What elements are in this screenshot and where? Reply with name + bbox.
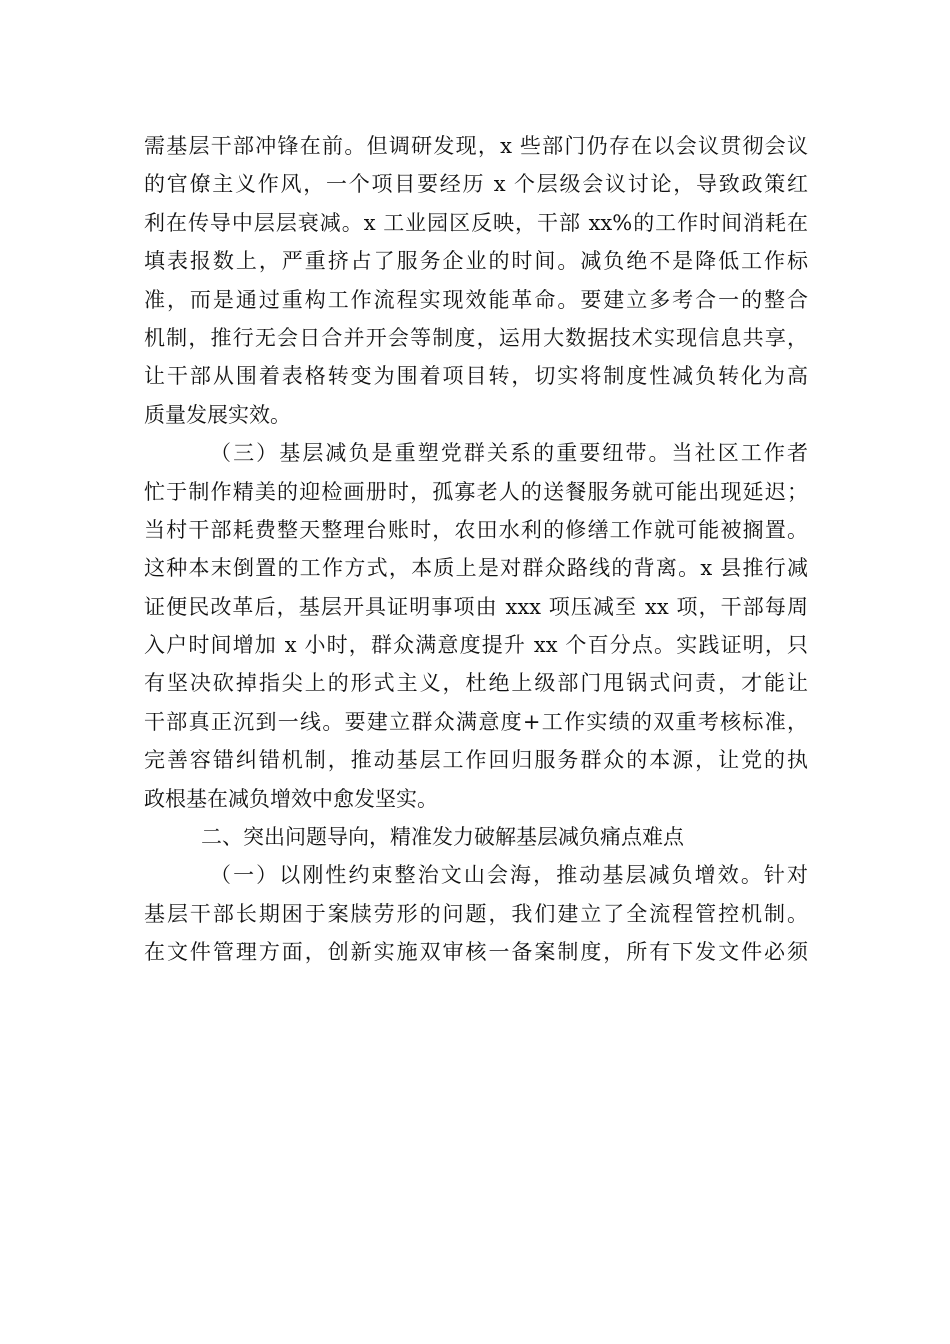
body-line: 这种本末倒置的工作方式，本质上是对群众路线的背离。x 县推行减	[144, 556, 808, 581]
body-line: 有坚决砍掉指尖上的形式主义，杜绝上级部门甩锅式问责，才能让	[144, 671, 808, 696]
body-line: 的官僚主义作风，一个项目要经历 x 个层级会议讨论，导致政策红	[144, 172, 808, 197]
paragraph-start-line: （一）以刚性约束整治文山会海，推动基层减负增效。针对	[210, 863, 808, 888]
body-line: 忙于制作精美的迎检画册时，孤寡老人的送餐服务就可能出现延迟；	[144, 479, 808, 504]
body-line: 填表报数上，严重挤占了服务企业的时间。减负绝不是降低工作标	[144, 249, 808, 274]
paragraph-start-line: （三）基层减负是重塑党群关系的重要纽带。当社区工作者	[210, 441, 808, 466]
body-line: 证便民改革后，基层开具证明事项由 xxx 项压减至 xx 项，干部每周	[144, 594, 808, 619]
section-heading: 二、突出问题导向，精准发力破解基层减负痛点难点	[201, 825, 684, 850]
body-line: 完善容错纠错机制，推动基层工作回归服务群众的本源，让党的执	[144, 748, 808, 773]
body-line: 利在传导中层层衰减。x 工业园区反映，干部 xx%的工作时间消耗在	[144, 210, 808, 235]
body-line: 基层干部长期困于案牍劳形的问题，我们建立了全流程管控机制。	[144, 901, 808, 926]
body-line: 需基层干部冲锋在前。但调研发现，x 些部门仍存在以会议贯彻会议	[144, 134, 808, 158]
body-line: 准，而是通过重构工作流程实现效能革命。要建立多考合一的整合	[144, 287, 808, 312]
body-line: 干部真正沉到一线。要建立群众满意度+工作实绩的双重考核标准，	[144, 709, 808, 734]
body-line: 当村干部耗费整天整理台账时，农田水利的修缮工作就可能被搁置。	[144, 517, 808, 542]
paragraph-end-line: 质量发展实效。	[144, 402, 291, 427]
body-line: 机制，推行无会日合并开会等制度，运用大数据技术实现信息共享，	[144, 325, 808, 350]
paragraph-end-line: 政根基在减负增效中愈发坚实。	[144, 786, 438, 811]
body-line: 让干部从围着表格转变为围着项目转，切实将制度性减负转化为高	[144, 364, 808, 389]
body-line: 在文件管理方面，创新实施双审核一备案制度，所有下发文件必须	[144, 940, 808, 965]
body-line: 入户时间增加 x 小时，群众满意度提升 xx 个百分点。实践证明，只	[144, 633, 808, 658]
document-body	[144, 127, 808, 972]
